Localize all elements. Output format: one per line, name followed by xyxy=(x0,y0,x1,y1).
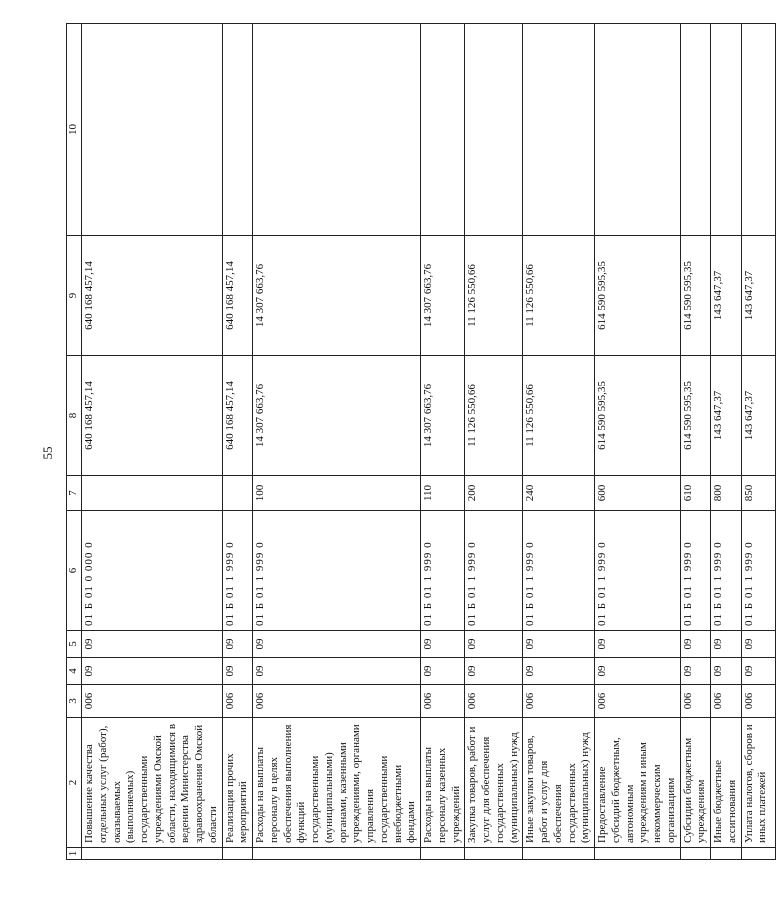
cell-col7 xyxy=(222,476,253,511)
cell-col8: 143 647,37 xyxy=(711,356,742,476)
cell-col1 xyxy=(523,848,595,860)
cell-col5: 09 xyxy=(253,631,421,658)
cell-col6: 01 Б 01 1 999 0 xyxy=(680,511,711,631)
column-header: 5 xyxy=(67,631,82,658)
column-header: 2 xyxy=(67,718,82,848)
cell-col3: 006 xyxy=(523,685,595,718)
cell-col3: 006 xyxy=(421,685,465,718)
cell-col8: 143 647,37 xyxy=(741,356,775,476)
cell-col8: 14 307 663,76 xyxy=(253,356,421,476)
cell-name: Расходы на выплаты персоналу казенных учреждений xyxy=(421,718,465,848)
table-row xyxy=(741,24,775,860)
cell-col9: 143 647,37 xyxy=(711,236,742,356)
cell-col9: 14 307 663,76 xyxy=(421,236,465,356)
cell-col3: 006 xyxy=(465,685,523,718)
cell-name: Закупка товаров, работ и услуг для обеспечения государственных (муниципальных) нужд xyxy=(465,718,523,848)
cell-col4: 09 xyxy=(741,658,775,685)
cell-col6: 01 Б 01 1 999 0 xyxy=(711,511,742,631)
cell-col9: 614 590 595,35 xyxy=(595,236,681,356)
cell-col10 xyxy=(222,24,253,236)
table-row xyxy=(680,24,711,860)
cell-col1 xyxy=(82,848,223,860)
cell-col1 xyxy=(421,848,465,860)
cell-col10 xyxy=(465,24,523,236)
table-row xyxy=(253,24,421,860)
cell-col4: 09 xyxy=(595,658,681,685)
cell-col7 xyxy=(82,476,223,511)
cell-col5: 09 xyxy=(741,631,775,658)
cell-col10 xyxy=(711,24,742,236)
cell-col8: 614 590 595,35 xyxy=(680,356,711,476)
cell-col8: 11 126 550,66 xyxy=(523,356,595,476)
table-row xyxy=(711,24,742,860)
cell-col9: 614 590 595,35 xyxy=(680,236,711,356)
column-header: 8 xyxy=(67,356,82,476)
cell-col3: 006 xyxy=(711,685,742,718)
cell-col5: 09 xyxy=(595,631,681,658)
cell-col1 xyxy=(711,848,742,860)
cell-col5: 09 xyxy=(523,631,595,658)
cell-col7: 800 xyxy=(711,476,742,511)
page-number: 55 xyxy=(40,446,55,460)
cell-name: Повышение качества отдельных услуг (работ), оказываемых (выполняемых) государственными учреждениями Омской области, находящимися в ведении Министерства здравоохранения Омской области xyxy=(82,718,223,848)
cell-col9: 11 126 550,66 xyxy=(465,236,523,356)
cell-col1 xyxy=(741,848,775,860)
cell-col8: 640 168 457,14 xyxy=(82,356,223,476)
cell-col7: 240 xyxy=(523,476,595,511)
cell-col10 xyxy=(523,24,595,236)
column-header: 4 xyxy=(67,658,82,685)
table-row xyxy=(82,24,223,860)
cell-col1 xyxy=(465,848,523,860)
column-header: 7 xyxy=(67,476,82,511)
cell-col3: 006 xyxy=(595,685,681,718)
cell-col5: 09 xyxy=(680,631,711,658)
cell-col10 xyxy=(253,24,421,236)
cell-col7: 100 xyxy=(253,476,421,511)
column-header: 6 xyxy=(67,511,82,631)
table-row xyxy=(595,24,681,860)
cell-col4: 09 xyxy=(421,658,465,685)
cell-col4: 09 xyxy=(680,658,711,685)
cell-col10 xyxy=(595,24,681,236)
cell-col6: 01 Б 01 0 000 0 xyxy=(82,511,223,631)
budget-table xyxy=(66,23,776,860)
cell-col7: 110 xyxy=(421,476,465,511)
table-row xyxy=(421,24,465,860)
cell-col8: 614 590 595,35 xyxy=(595,356,681,476)
cell-col10 xyxy=(741,24,775,236)
cell-col8: 11 126 550,66 xyxy=(465,356,523,476)
cell-col5: 09 xyxy=(465,631,523,658)
column-header: 1 xyxy=(67,848,82,860)
cell-col3: 006 xyxy=(741,685,775,718)
cell-col9: 640 168 457,14 xyxy=(82,236,223,356)
cell-name: Иные закупки товаров, работ и услуг для обеспечения государственных (муниципальных) нужд xyxy=(523,718,595,848)
cell-name: Расходы на выплаты персоналу в целях обеспечения выполнения функций государственными (муниципальными) органами, казенными учреждениями, органами управления государственными внебюджетными фондами xyxy=(253,718,421,848)
cell-col8: 640 168 457,14 xyxy=(222,356,253,476)
column-header: 10 xyxy=(67,24,82,236)
cell-col4: 09 xyxy=(222,658,253,685)
cell-col3: 006 xyxy=(680,685,711,718)
cell-name: Уплата налогов, сборов и иных платежей xyxy=(741,718,775,848)
cell-col6: 01 Б 01 1 999 0 xyxy=(222,511,253,631)
cell-col7: 200 xyxy=(465,476,523,511)
cell-col10 xyxy=(82,24,223,236)
cell-col6: 01 Б 01 1 999 0 xyxy=(465,511,523,631)
cell-col1 xyxy=(680,848,711,860)
cell-col4: 09 xyxy=(711,658,742,685)
column-header: 9 xyxy=(67,236,82,356)
cell-col1 xyxy=(253,848,421,860)
cell-col5: 09 xyxy=(711,631,742,658)
cell-col9: 640 168 457,14 xyxy=(222,236,253,356)
cell-col7: 850 xyxy=(741,476,775,511)
cell-col10 xyxy=(421,24,465,236)
cell-col6: 01 Б 01 1 999 0 xyxy=(741,511,775,631)
cell-col7: 600 xyxy=(595,476,681,511)
cell-col6: 01 Б 01 1 999 0 xyxy=(421,511,465,631)
column-header: 3 xyxy=(67,685,82,718)
cell-col6: 01 Б 01 1 999 0 xyxy=(523,511,595,631)
cell-col6: 01 Б 01 1 999 0 xyxy=(595,511,681,631)
cell-col3: 006 xyxy=(253,685,421,718)
cell-col9: 14 307 663,76 xyxy=(253,236,421,356)
cell-col3: 006 xyxy=(82,685,223,718)
cell-col8: 14 307 663,76 xyxy=(421,356,465,476)
cell-col7: 610 xyxy=(680,476,711,511)
cell-col4: 09 xyxy=(523,658,595,685)
cell-col4: 09 xyxy=(465,658,523,685)
budget-table-rotated xyxy=(66,24,769,860)
cell-col6: 01 Б 01 1 999 0 xyxy=(253,511,421,631)
cell-col5: 09 xyxy=(421,631,465,658)
cell-col10 xyxy=(680,24,711,236)
cell-col5: 09 xyxy=(222,631,253,658)
cell-name: Субсидии бюджетным учреждениям xyxy=(680,718,711,848)
cell-col3: 006 xyxy=(222,685,253,718)
cell-name: Предоставление субсидий бюджетным, автономным учреждениям и иным некоммерческим организациям xyxy=(595,718,681,848)
cell-name: Иные бюджетные ассигнования xyxy=(711,718,742,848)
table-row xyxy=(523,24,595,860)
cell-name: Реализация прочих мероприятий xyxy=(222,718,253,848)
table-row xyxy=(222,24,253,860)
cell-col1 xyxy=(222,848,253,860)
cell-col1 xyxy=(595,848,681,860)
cell-col4: 09 xyxy=(253,658,421,685)
cell-col9: 11 126 550,66 xyxy=(523,236,595,356)
table-row xyxy=(465,24,523,860)
cell-col4: 09 xyxy=(82,658,223,685)
cell-col9: 143 647,37 xyxy=(741,236,775,356)
column-number-row xyxy=(67,24,82,860)
cell-col5: 09 xyxy=(82,631,223,658)
